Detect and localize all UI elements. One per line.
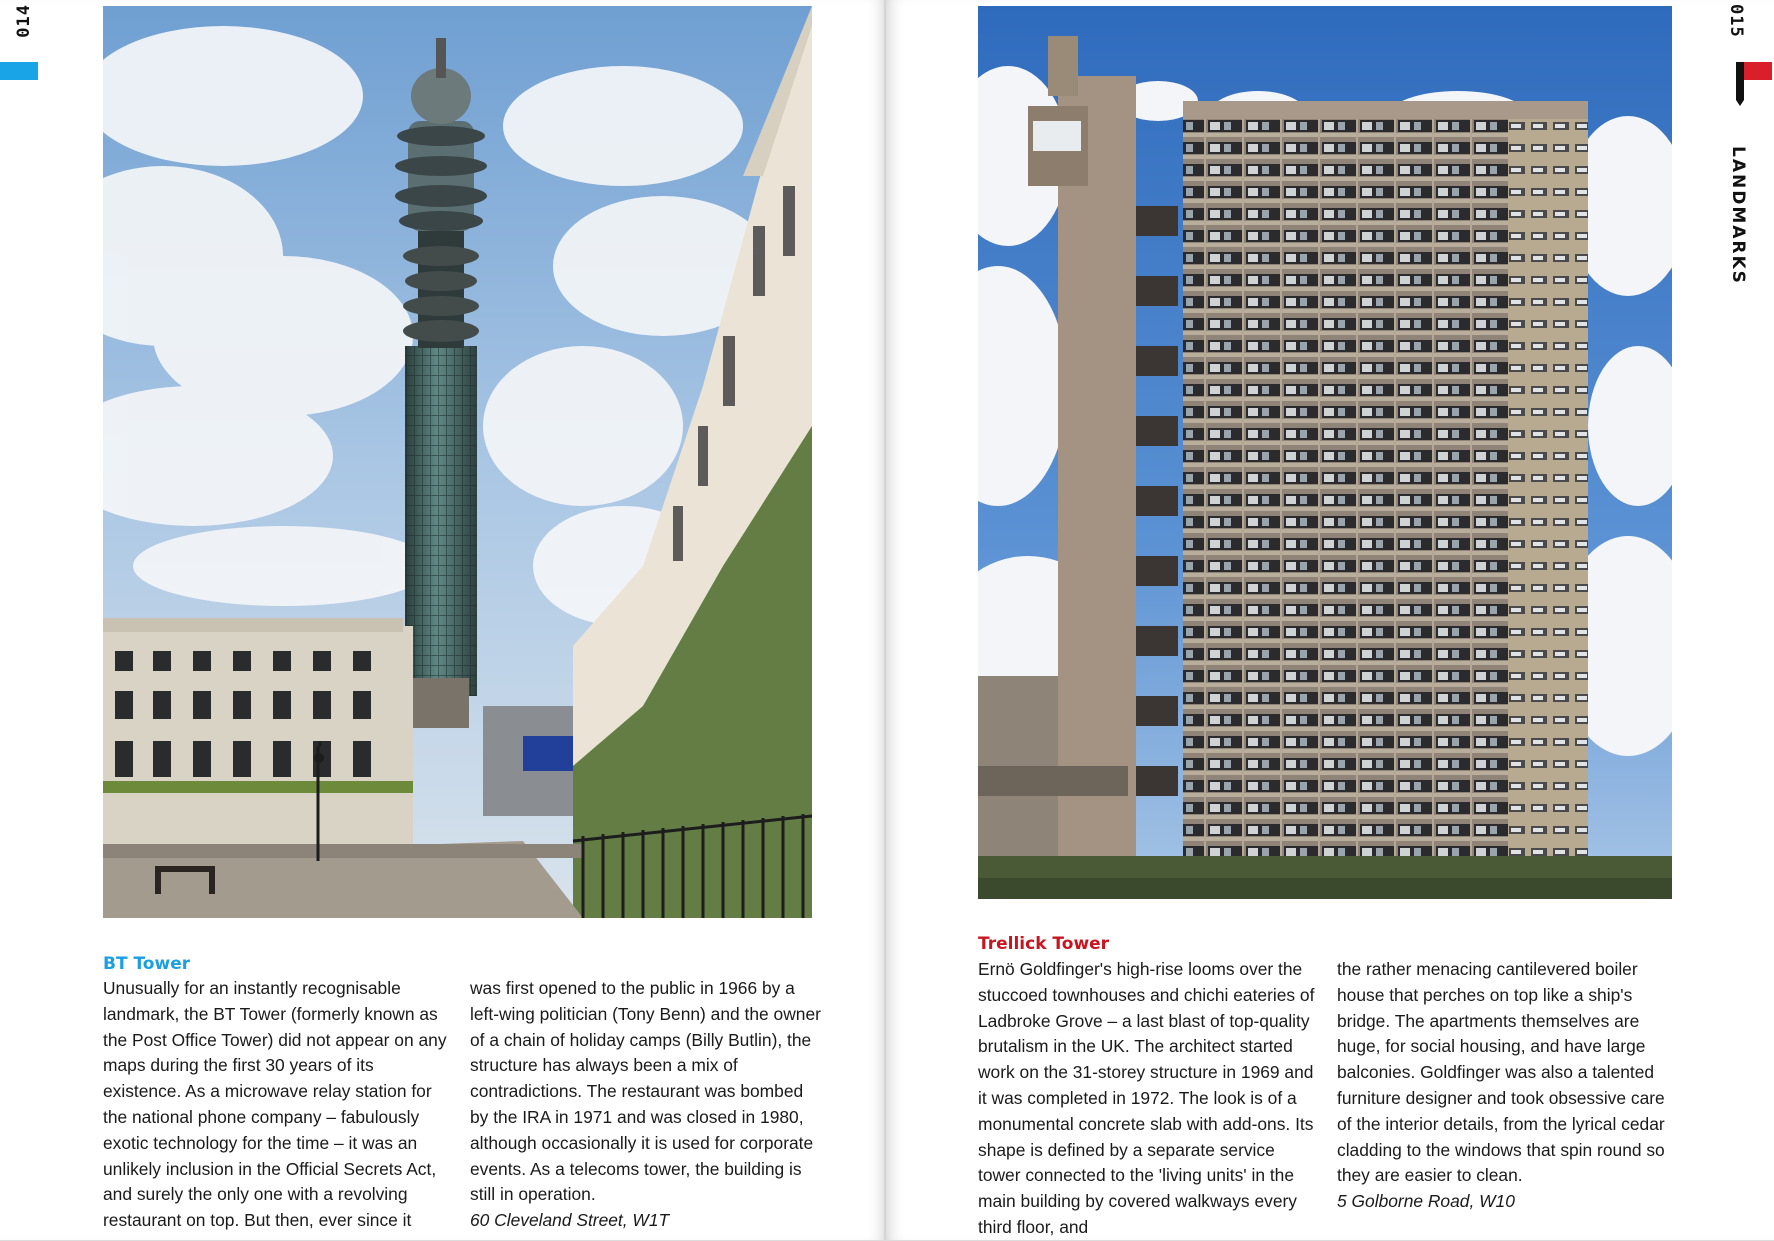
page-number-left: 014	[14, 4, 34, 38]
bt-tower-paragraph-2: was first opened to the public in 1966 by a left-wing politician (Tony Benn) and the owner of a chain of holiday camps (Billy Butlin), the structure has always been a mix of contradictions. The restaurant was bombed by the IRA in 1971 and was closed in 1980, although occasionally it is used for corporate events. As a telecoms tower, the building is still in operation.	[470, 978, 821, 1205]
bt-tower-heading: BT Tower	[103, 954, 191, 974]
bt-tower-photo	[103, 6, 812, 918]
bt-tower-address: 60 Cleveland Street, W1T	[470, 1210, 670, 1231]
section-marker-blue	[0, 62, 38, 80]
trellick-tower-paragraph-2: the rather menacing cantilevered boiler house that perches on top like a ship's bridge. The apartments themselves are huge, for social housing, and have large balconies. Goldfinger was also a talented furniture designer and took obsessive care of the interior details, from the lyrical cedar cladding to the windows that spin round so they are easier to clean.	[1337, 959, 1665, 1186]
bt-tower-text-col2	[470, 976, 822, 1234]
page-gutter	[884, 0, 886, 1240]
trellick-tower-photo	[978, 6, 1672, 899]
section-title: LANDMARKS	[1728, 146, 1748, 285]
bt-tower-paragraph-1: Unusually for an instantly recognisable landmark, the BT Tower (formerly known as the Post Office Tower) did not appear on any maps during the first 30 years of its existence. As a microwave relay station for the national phone company – fabulously exotic technology for the time – it was an unlikely inclusion in the Official Secrets Act, and surely the only one with a revolving restaurant on top. But then, ever since it	[103, 978, 447, 1231]
bt-tower-text-col1	[103, 976, 455, 1234]
trellick-tower-address: 5 Golborne Road, W10	[1337, 1191, 1515, 1212]
trellick-tower-text-col2	[1337, 957, 1677, 1215]
trellick-tower-text-col1	[978, 957, 1318, 1241]
bookmark-icon	[1736, 62, 1744, 100]
trellick-tower-heading: Trellick Tower	[978, 934, 1110, 954]
section-marker-red	[1740, 62, 1772, 80]
trellick-tower-paragraph-1: Ernö Goldfinger's high-rise looms over the stuccoed townhouses and chichi eateries of Ladbroke Grove – a last blast of top-quality brutalism in the UK. The architect started work on the 31-storey structure in 1969 and it was completed in 1972. The look is of a monumental concrete slab with add-ons. Its shape is defined by a separate service tower connected to the 'living units' in the main building by covered walkways every third floor, and	[978, 959, 1315, 1237]
page-number-right: 015	[1726, 4, 1746, 38]
